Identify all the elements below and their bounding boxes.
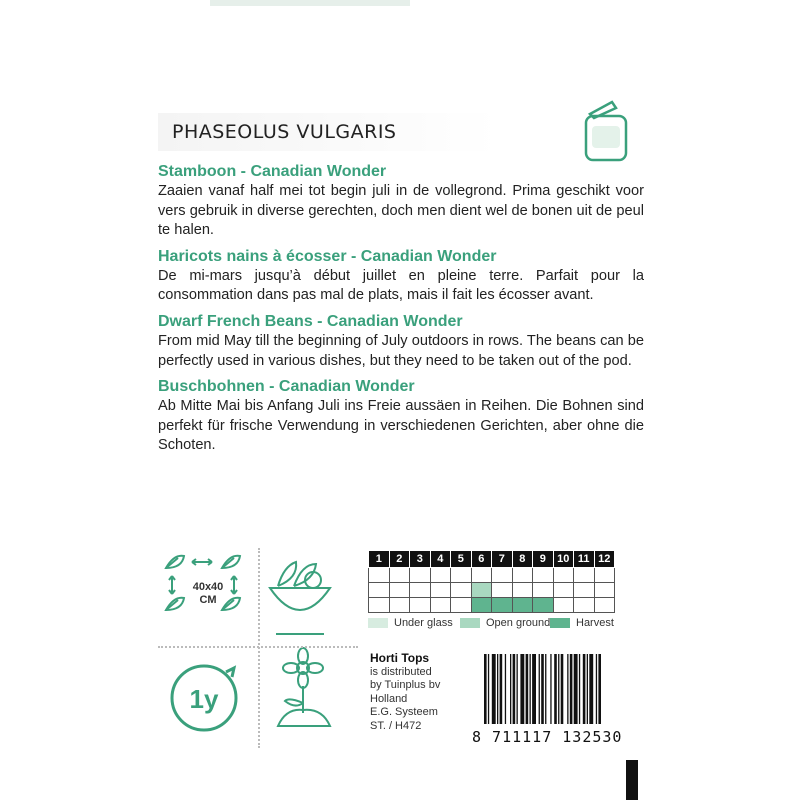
barcode-bar (583, 654, 586, 724)
legend-under-glass: Under glass (394, 617, 453, 629)
distributor-line: E.G. Systeem (370, 706, 438, 719)
section-heading: Buschbohnen - Canadian Wonder (158, 378, 415, 396)
barcode-bar (587, 654, 588, 724)
sowing-calendar (368, 550, 615, 613)
barcode-bar (567, 654, 568, 724)
barcode-bar (558, 654, 559, 724)
month-12: 12 (594, 551, 615, 568)
month-3: 3 (410, 551, 431, 568)
month-9: 9 (533, 551, 554, 568)
spacing-unit: CM (199, 594, 217, 606)
distributor-line: by Tuinplus bv (370, 679, 441, 692)
month-11: 11 (574, 551, 595, 568)
section-en (158, 312, 644, 371)
section-heading: Haricots nains à écosser - Canadian Wonder (158, 247, 497, 265)
barcode-bar (554, 654, 557, 724)
section-heading: Stamboon - Canadian Wonder (158, 163, 387, 180)
distributor-info (370, 652, 440, 734)
description-block (158, 162, 644, 462)
barcode-bar (492, 654, 496, 724)
legend-swatch-under-glass (368, 618, 388, 628)
distributor-line: ST. / H472 (370, 719, 422, 732)
month-8: 8 (512, 551, 533, 568)
seed-jar-icon (582, 100, 630, 162)
section-fr (158, 247, 644, 306)
month-6: 6 (471, 551, 492, 568)
barcode-bar (484, 654, 487, 724)
section-nl (158, 162, 644, 241)
barcode-bars (470, 650, 650, 730)
calendar-row (369, 598, 615, 613)
section-de (158, 377, 644, 456)
legend-harvest: Harvest (576, 617, 614, 629)
barcode-bar (596, 654, 597, 724)
barcode-bar (570, 654, 573, 724)
latin-name: PHASEOLUS VULGARIS (172, 121, 397, 143)
legend-open-ground: Open ground (486, 617, 551, 629)
month-1: 1 (369, 551, 390, 568)
month-5: 5 (451, 551, 472, 568)
barcode-bar (541, 654, 544, 724)
section-text: Zaaien vanaf half mei tot begin juli in de vollegrond. Prima geschikt voor vers gebruik in diverse gerechten, doch men dient wel de bonen uit de peul te halen. (158, 183, 644, 239)
barcode-bar (598, 654, 601, 724)
month-7: 7 (492, 551, 513, 568)
barcode-bar (526, 654, 529, 724)
distributor-line: Holland (370, 692, 408, 705)
barcode-bar (513, 654, 516, 724)
month-10: 10 (553, 551, 574, 568)
sprout-icon (278, 648, 330, 726)
lifecycle-label: 1y (189, 684, 219, 714)
bowl-icon (270, 562, 330, 634)
barcode-bar (561, 654, 564, 724)
brand-name: Horti Tops (370, 651, 430, 665)
calendar-row (369, 583, 615, 598)
barcode-bar (497, 654, 498, 724)
legend-swatch-harvest (550, 618, 570, 628)
barcode-bar (488, 654, 489, 724)
barcode-bar (510, 654, 511, 724)
barcode-bar (589, 654, 593, 724)
distributor-line: is distributed (370, 665, 432, 678)
barcode-bar (530, 654, 531, 724)
legend-swatch-open-ground (460, 618, 480, 628)
section-text: De mi-mars jusqu’à début juillet en pleine terre. Parfait pour la consommation dans pas mal de plats, mais il fait les écosser avant. (158, 267, 644, 304)
section-text: From mid May till the beginning of July outdoors in rows. The beans can be perfectly used in various dishes, but they need to be taken out of the pod. (158, 332, 644, 369)
spacing-value: 40x40 (192, 581, 224, 593)
calendar-legend (368, 617, 658, 631)
barcode-bar (520, 654, 524, 724)
top-band (210, 0, 410, 6)
spacing-label (184, 581, 232, 607)
barcode-bar (545, 654, 546, 724)
edge-mark (626, 760, 638, 800)
barcode-bar (505, 654, 506, 724)
grid-divider-vertical (258, 548, 260, 748)
calendar-months (369, 551, 615, 568)
barcode-bar (550, 654, 551, 724)
calendar-row (369, 568, 615, 583)
section-text: Ab Mitte Mai bis Anfang Juli ins Freie aussäen in Reihen. Die Bohnen sind perfekt für frische Verwendung in verschiedenen Gerichten, aber ohne die Schoten. (158, 398, 644, 454)
barcode-bar (500, 654, 503, 724)
latin-name-banner (158, 113, 583, 151)
month-2: 2 (389, 551, 410, 568)
barcode-bar (539, 654, 540, 724)
section-heading: Dwarf French Beans - Canadian Wonder (158, 312, 463, 330)
barcode-bar (579, 654, 580, 724)
barcode-digits: 8 711117 132530 (472, 728, 623, 746)
barcode-bar (574, 654, 578, 724)
barcode-bar (517, 654, 518, 724)
month-4: 4 (430, 551, 451, 568)
barcode-bar (532, 654, 536, 724)
